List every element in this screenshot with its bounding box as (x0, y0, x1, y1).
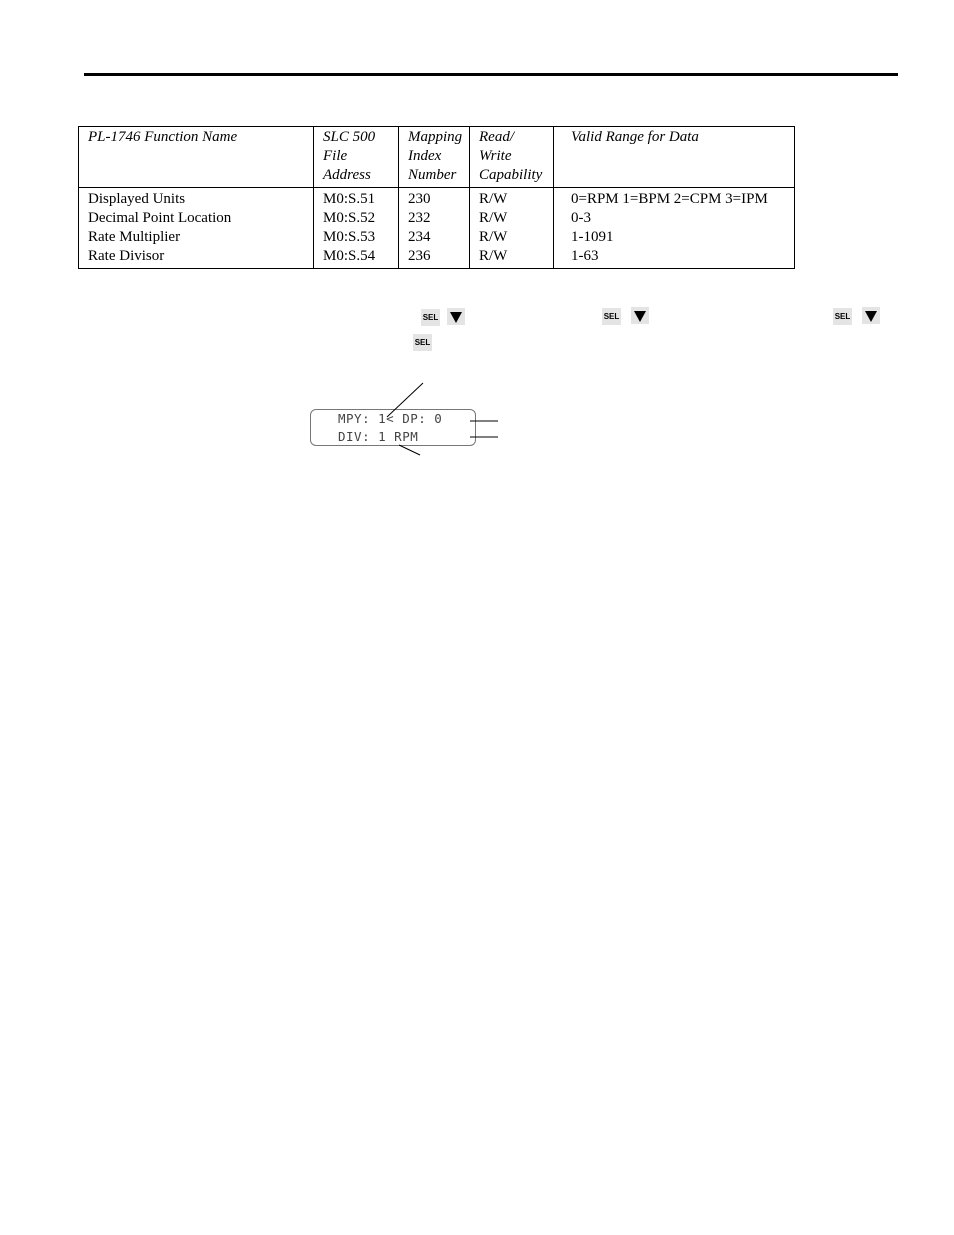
cell-function-name: Decimal Point Location (79, 209, 314, 228)
header-file-address: SLC 500 File Address (314, 127, 399, 188)
leader-line-top (387, 383, 423, 417)
leader-line-bottom (399, 445, 420, 455)
lcd-line-2: DIV: 1 RPM (338, 429, 419, 444)
cell-valid-range: 1-63 (554, 247, 795, 268)
cell-read-write: R/W (470, 247, 554, 268)
header-function-name: PL-1746 Function Name (79, 127, 314, 188)
cell-read-write: R/W (470, 228, 554, 247)
sel-key-icon: SEL (833, 308, 852, 325)
header-valid-range: Valid Range for Data (554, 127, 795, 188)
cell-function-name: Rate Multiplier (79, 228, 314, 247)
cell-read-write: R/W (470, 188, 554, 209)
cell-file-address: M0:S.51 (314, 188, 399, 209)
cell-valid-range: 1-1091 (554, 228, 795, 247)
lcd-line-1: MPY: 1< DP: 0 (338, 411, 443, 426)
header-mapping-index: Mapping Index Number (399, 127, 470, 188)
cell-file-address: M0:S.52 (314, 209, 399, 228)
cell-function-name: Rate Divisor (79, 247, 314, 268)
sel-key-icon: SEL (421, 309, 440, 326)
cell-mapping-index: 234 (399, 228, 470, 247)
cell-mapping-index: 232 (399, 209, 470, 228)
cell-mapping-index: 230 (399, 188, 470, 209)
cell-mapping-index: 236 (399, 247, 470, 268)
sel-key-icon: SEL (413, 334, 432, 351)
header-read-write: Read/ Write Capability (470, 127, 554, 188)
sel-key-icon: SEL (602, 308, 621, 325)
cell-function-name: Displayed Units (79, 188, 314, 209)
cell-file-address: M0:S.54 (314, 247, 399, 268)
cell-read-write: R/W (470, 209, 554, 228)
cell-valid-range: 0=RPM 1=BPM 2=CPM 3=IPM (554, 188, 795, 209)
cell-valid-range: 0-3 (554, 209, 795, 228)
cell-file-address: M0:S.53 (314, 228, 399, 247)
